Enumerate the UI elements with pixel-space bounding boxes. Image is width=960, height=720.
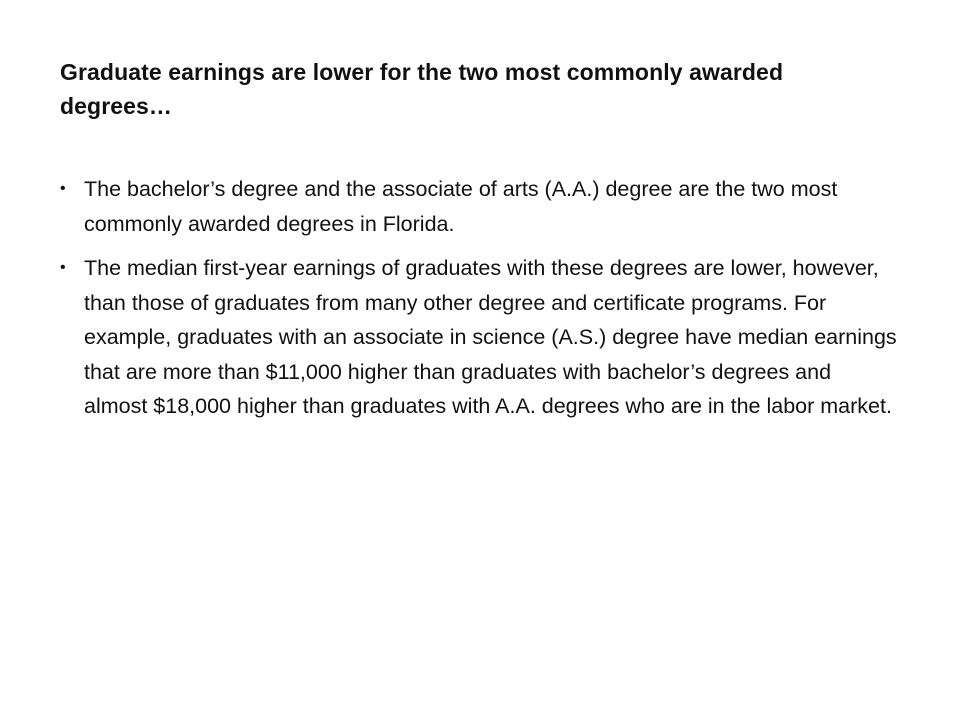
bullet-item <box>60 251 900 424</box>
bullet-text: The bachelor’s degree and the associate of arts (A.A.) degree are the two most commonly awarded degrees in Florida. <box>84 177 838 236</box>
bullet-item <box>60 172 900 241</box>
slide-title: Graduate earnings are lower for the two most commonly awarded degrees… <box>60 59 784 119</box>
bullet-marker-icon: • <box>60 259 66 276</box>
bullet-text: The median first-year earnings of graduates with these degrees are lower, however, than those of graduates from many other degree and certificate programs. For example, graduates with an associate in science (A.S.) degree have median earnings that are more than $11,000 higher than graduates with bachelor’s degrees and almost $18,000 higher than graduates with A.A. degrees who are in the labor market. <box>84 256 897 418</box>
bullet-marker-icon: • <box>60 180 66 197</box>
bullet-list <box>60 172 900 434</box>
